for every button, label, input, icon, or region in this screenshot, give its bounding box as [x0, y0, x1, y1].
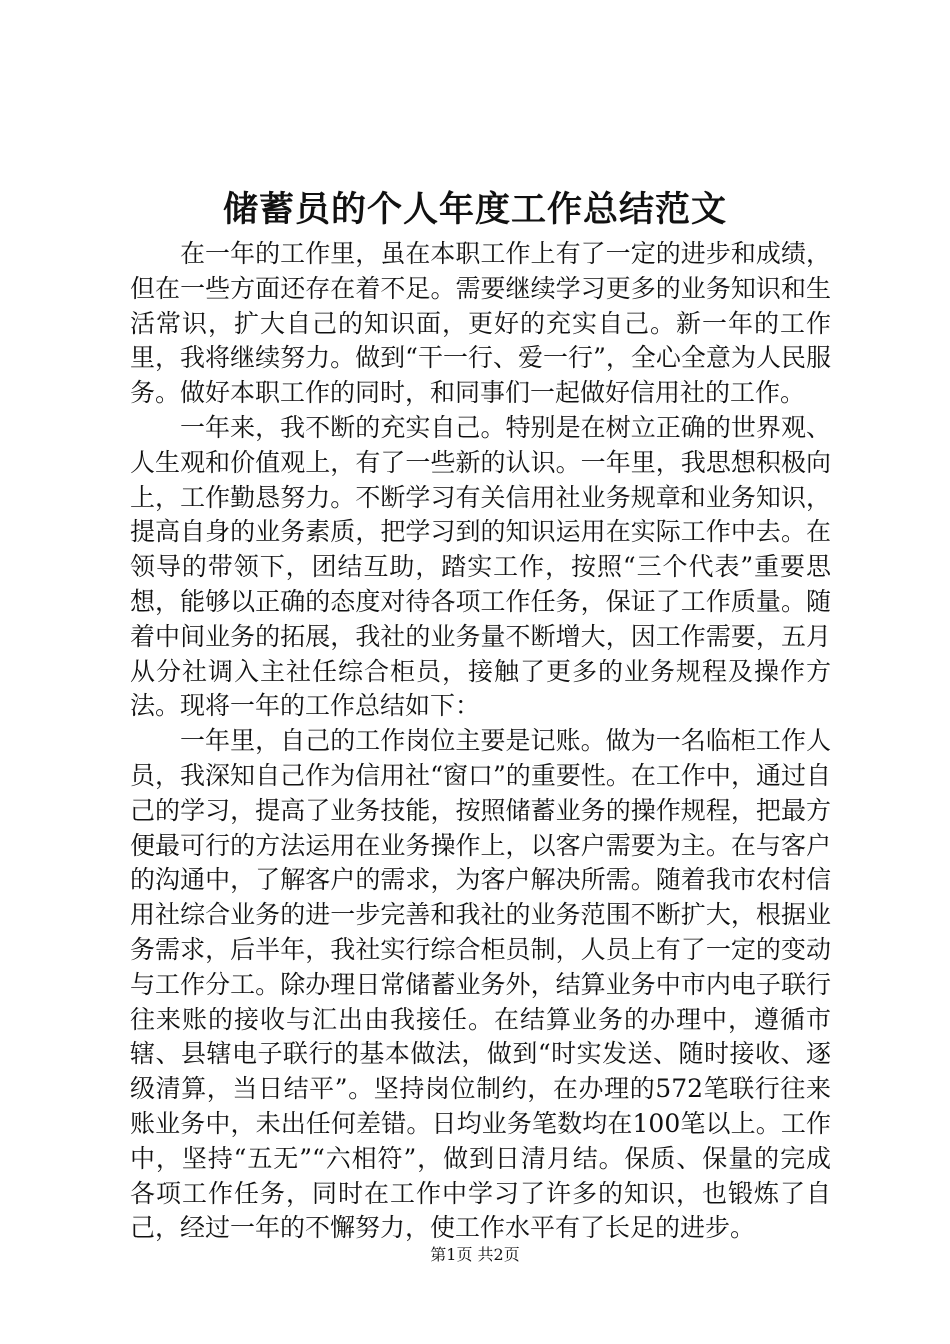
document-title: 储蓄员的个人年度工作总结范文 [222, 189, 727, 230]
paragraph-3: 一年里，自己的工作岗位主要是记账。做为一名临柜工作人员，我深知自己作为信用社“窗口”的重要性。在工作中，通过自己的学习，提高了业务技能，按照储蓄业务的操作规程，把最方便最可行的方法运用在业务操作上，以客户需要为主。在与客户的沟通中，了解客户的需求，为客户解决所需。随着我市农村信用社综合业务的进一步完善和我社的业务范围不断扩大，根据业务需求，后半年，我社实行综合柜员制，人员上有了一定的变动与工作分工。除办理日常储蓄业务外，结算业务中市内电子联行往来账的接收与汇出由我接任。在结算业务的办理中，遵循市辖、县辖电子联行的基本做法，做到“时实发送、随时接收、逐级清算，当日结平”。坚持岗位制约，在办理的572笔联行往来账业务中，未出任何差错。日均业务笔数均在100笔以上。工作中，坚持“五无”“六相符”，做到日清月结。保质、保量的完成各项工作任务，同时在工作中学习了许多的知识，也锻炼了自己，经过一年的不懈努力，使工作水平有了长足的进步。 [130, 726, 831, 1243]
paragraph-1: 在一年的工作里，虽在本职工作上有了一定的进步和成绩，但在一些方面还存在着不足。需要继续学习更多的业务知识和生活常识，扩大自己的知识面，更好的充实自己。新一年的工作里，我将继续努力。做到“干一行、爱一行”，全心全意为人民服务。做好本职工作的同时，和同事们一起做好信用社的工作。 [130, 239, 831, 408]
paragraph-2: 一年来，我不断的充实自己。特别是在树立正确的世界观、人生观和价值观上，有了一些新的认识。一年里，我思想积极向上，工作勤恳努力。不断学习有关信用社业务规章和业务知识，提高自身的业务素质，把学习到的知识运用在实际工作中去。在领导的带领下，团结互助，踏实工作，按照“三个代表”重要思想，能够以正确的态度对待各项工作任务，保证了工作质量。随着中间业务的拓展，我社的业务量不断增大，因工作需要，五月从分社调入主社任综合柜员，接触了更多的业务规程及操作方法。现将一年的工作总结如下： [130, 412, 831, 721]
page-footer: 第1页 共2页 [430, 1245, 520, 1264]
document-body [130, 237, 831, 1246]
